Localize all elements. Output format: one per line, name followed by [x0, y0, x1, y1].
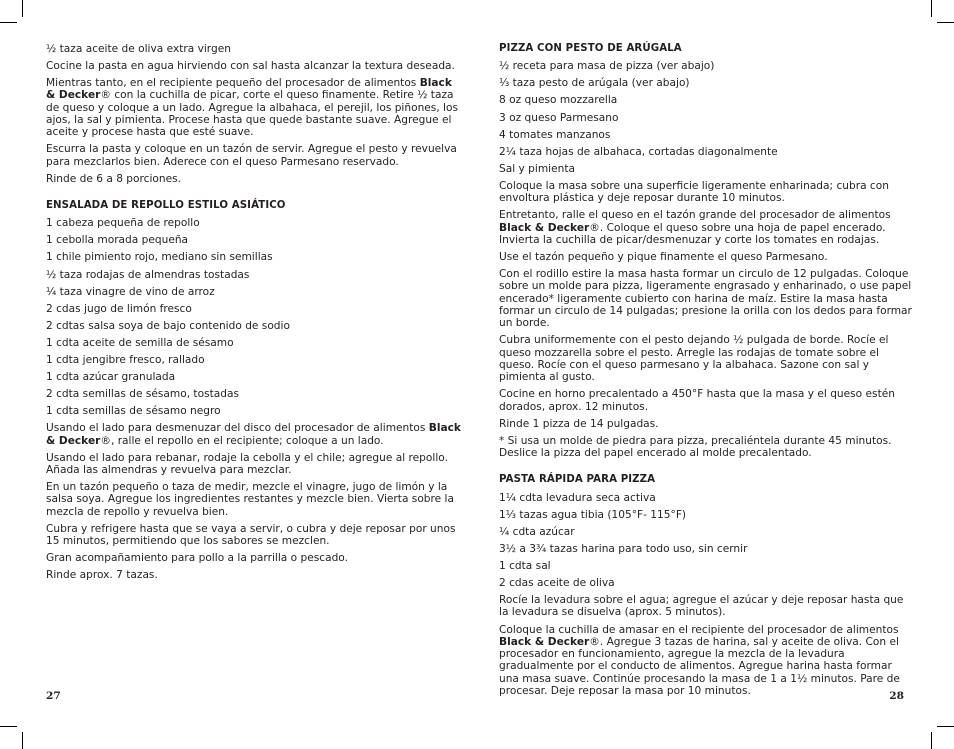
recipe-heading: PASTA RÁPIDA PARA PIZZA: [499, 474, 656, 486]
brand-name: Black & Decker: [499, 221, 590, 234]
recipe-text: 1 cdta sal: [499, 559, 551, 572]
recipe-text: Sal y pimienta: [499, 162, 575, 175]
recipe-text: Con el rodillo estire la masa hasta formar un circulo de 12 pulgadas. Coloque sobre un molde para pizza, ligeramente engrasado y enharinado, o use papel encerado* ligeramente cubierto con harina de maíz. Estire la masa hasta formar un circulo de 14 pulgadas; presione la orilla con los dedos para formar un borde.: [499, 268, 912, 330]
recipe-text: Cubra uniformemente con el pesto dejando ½ pulgada de borde. Rocíe el queso mozzarella sobre el pesto. Arregle las rodajas de tomate sobre el queso. Rocíe con el queso parmesano y la albahaca. Sazone con sal y pimienta al gusto.: [499, 334, 889, 384]
recipe-text: 2 cdas aceite de oliva: [499, 577, 615, 590]
recipe-text: Use el tazón pequeño y pique finamente el queso Parmesano.: [499, 251, 828, 264]
recipe-text: Rocíe la levadura sobre el agua; agregue el azúcar y deje reposar hasta que la levadura se disuelva (aprox. 5 minutos).: [499, 594, 904, 619]
recipe-text: Usando el lado para desmenuzar del disco del procesador de alimentos Black & Decker®, ralle el repollo en el recipiente; coloque a un lado.: [46, 422, 461, 447]
crop-mark: [0, 726, 17, 727]
crop-mark: [937, 22, 954, 23]
section-gap: [46, 190, 464, 200]
crop-mark: [931, 0, 932, 17]
recipe-heading: ENSALADA DE REPOLLO ESTILO ASIÁTICO: [46, 199, 286, 211]
recipe-text: ½ taza rodajas de almendras tostadas: [46, 268, 250, 281]
crop-mark: [0, 22, 17, 23]
recipe-text: 2 cdta semillas de sésamo, tostadas: [46, 388, 239, 401]
recipe-text: Usando el lado para rebanar, rodaje la cebolla y el chile; agregue al repollo. Añada las almendras y revuelva para mezclar.: [46, 451, 448, 477]
recipe-text: Gran acompañamiento para pollo a la parrilla o pescado.: [46, 552, 348, 565]
recipe-text: 1 cebolla morada pequeña: [46, 234, 189, 247]
recipe-text: Mientras tanto, en el recipiente pequeño del procesador de alimentos Black & Decker® con la cuchilla de picar, corte el queso finamente. Retire ½ taza de queso y coloque a un lado. Agregue la albahaca, el perejil, los piñones, los ajos, la sal y pimienta. Procese hasta que quede bastante suave. Agregue el aceite y procese hasta que esté suave.: [46, 77, 458, 139]
recipe-text: Rinde de 6 a 8 porciones.: [46, 172, 182, 185]
recipe-text: 1 cdta azúcar granulada: [46, 371, 176, 384]
recipe-text: En un tazón pequeño o taza de medir, mezcle el vinagre, jugo de limón y la salsa soya. Agregue los ingredientes restantes y mezcle bien. Vierta sobre la mezcla de repollo y revuelva bien.: [46, 481, 454, 518]
recipe-text: Rinde 1 pizza de 14 pulgadas.: [499, 417, 659, 430]
recipe-text: 2 cdas jugo de limón fresco: [46, 302, 192, 315]
recipe-text: 1⅓ tazas agua tibia (105°F- 115°F): [499, 508, 687, 521]
recipe-text: ⅓ taza pesto de arúgala (ver abajo): [499, 77, 690, 90]
brand-name: Black & Decker: [46, 77, 452, 102]
left-page-number: 27: [46, 690, 61, 702]
recipe-text: 1¼ cdta levadura seca activa: [499, 491, 656, 504]
right-page-number: 28: [889, 690, 904, 702]
crop-mark: [937, 726, 954, 727]
brand-name: Black & Decker: [499, 635, 590, 648]
recipe-text: 2 cdtas salsa soya de bajo contenido de sodio: [46, 319, 290, 332]
recipe-text: Coloque la masa sobre una superficie ligeramente enharinada; cubra con envoltura plástica y deje reposar durante 10 minutos.: [499, 179, 889, 205]
recipe-text: Cocine en horno precalentado a 450°F hasta que la masa y el queso estén dorados, aprox. 12 minutos.: [499, 388, 895, 413]
recipe-text: Rinde aprox. 7 tazas.: [46, 569, 158, 582]
brand-name: Black & Decker: [46, 422, 461, 447]
crop-mark: [931, 732, 932, 749]
recipe-text: 1 cdta semillas de sésamo negro: [46, 405, 221, 418]
recipe-text: Entretanto, ralle el queso en el tazón grande del procesador de alimentos Black & Decker®. Coloque el queso sobre una hoja de papel encerado. Invierta la cuchilla de picar/desmenuzar y corte los tomates en rodajas.: [499, 209, 891, 246]
recipe-text: 3½ a 3¾ tazas harina para todo uso, sin cernir: [499, 542, 748, 555]
recipe-text: Coloque la cuchilla de amasar en el recipiente del procesador de alimentos Black & Decker®. Agregue 3 tazas de harina, sal y aceite de oliva. Con el procesador en funcionamiento, agregue la mezcla de la levadura gradualmente por el conducto de alimentos. Agregue harina hasta formar una masa suave. Continúe procesando la masa de 1 a 1½ minutos. Pare de procesar. Deje reposar la masa por 10 minutos.: [499, 623, 900, 697]
recipe-text: ½ receta para masa de pizza (ver abajo): [499, 60, 715, 73]
recipe-text: 2¼ taza hojas de albahaca, cortadas diagonalmente: [499, 145, 778, 158]
recipe-text: ¼ taza vinagre de vino de arroz: [46, 285, 215, 298]
recipe-text: Cocine la pasta en agua hirviendo con sal hasta alcanzar la textura deseada.: [46, 60, 455, 73]
recipe-text: 1 cabeza pequeña de repollo: [46, 217, 200, 230]
left-page-column: [46, 43, 464, 586]
recipe-text: 1 cdta jengibre fresco, rallado: [46, 354, 205, 366]
recipe-text: * Si usa un molde de piedra para pizza, precaliéntela durante 45 minutos. Deslice la pizza del papel encerado al molde precalentado.: [499, 434, 892, 460]
recipe-text: 3 oz queso Parmesano: [499, 111, 619, 124]
section-gap: [499, 464, 913, 474]
recipe-text: 4 tomates manzanos: [499, 128, 611, 141]
right-page-column: [499, 43, 913, 702]
recipe-text: ½ taza aceite de oliva extra virgen: [46, 43, 231, 55]
recipe-text: 8 oz queso mozzarella: [499, 94, 618, 107]
crop-mark: [22, 732, 23, 749]
recipe-text: 1 chile pimiento rojo, mediano sin semillas: [46, 251, 273, 264]
recipe-text: ¼ cdta azúcar: [499, 525, 575, 538]
crop-mark: [22, 0, 23, 17]
recipe-heading: PIZZA CON PESTO DE ARÚGALA: [499, 43, 682, 54]
recipe-text: Escurra la pasta y coloque en un tazón de servir. Agregue el pesto y revuelva para mezclarlos bien. Aderece con el queso Parmesano reservado.: [46, 143, 457, 168]
recipe-text: Cubra y refrigere hasta que se vaya a servir, o cubra y deje reposar por unos 15 minutos, permitiendo que los sabores se mezclen.: [46, 522, 456, 548]
recipe-text: 1 cdta aceite de semilla de sésamo: [46, 336, 234, 349]
